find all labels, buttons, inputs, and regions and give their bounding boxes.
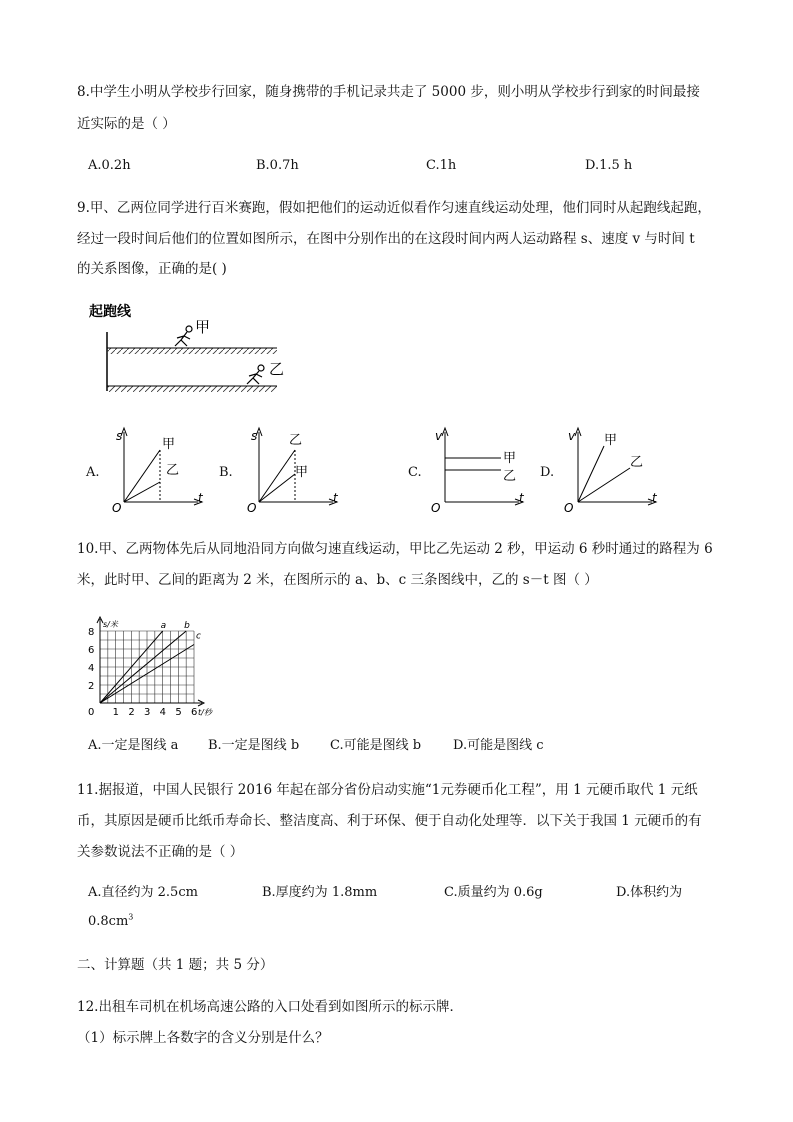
runner-yi-icon xyxy=(247,365,264,384)
x-tick-label: 6 xyxy=(191,707,198,718)
q12-line1: 12.出租车司机在机场高速公路的入口处看到如图所示的标示牌． xyxy=(77,999,463,1015)
q8-option-b: B.0.7h xyxy=(256,158,299,173)
series-label-c: c xyxy=(196,631,201,642)
svg-text:乙: 乙 xyxy=(289,433,303,448)
q10-option-c: C.可能是图线 b xyxy=(330,738,422,753)
y-tick-label: 6 xyxy=(88,645,95,656)
svg-text:甲: 甲 xyxy=(162,437,176,452)
x-tick-label: 1 xyxy=(112,707,120,718)
line-yi xyxy=(124,482,160,502)
q11-line1: 11.据报道，中国人民银行 2016 年起在部分省份启动实施“1元券硬币化工程”，用 1 元硬币取代 1 元纸 xyxy=(77,782,698,798)
q10-option-d: D.可能是图线 c xyxy=(453,738,544,753)
q9-graph-b xyxy=(245,424,345,516)
q10-option-b: B.一定是图线 b xyxy=(208,738,300,753)
q8-line1: 8.中学生小明从学校步行回家，随身携带的手机记录共走了 5000 步，则小明从学校步行到家的时间最接 xyxy=(77,84,700,100)
y-axis-label: s/米 xyxy=(103,620,118,629)
q9-graph-a xyxy=(110,424,210,516)
y-tick-label: 8 xyxy=(88,627,95,638)
q9-graph-d xyxy=(560,424,660,516)
runner-jia-icon xyxy=(175,326,192,346)
series-label-a: a xyxy=(160,621,167,631)
origin-label: 0 xyxy=(88,707,95,718)
x-axis-label: t/秒 xyxy=(198,708,212,717)
y-tick-label: 2 xyxy=(88,681,95,692)
q8-line2: 近实际的是（ ） xyxy=(77,116,176,132)
svg-text:甲: 甲 xyxy=(503,451,517,466)
q11-option-d: D.体积约为 xyxy=(616,885,683,900)
svg-text:t: t xyxy=(333,491,338,505)
svg-text:O: O xyxy=(564,501,574,515)
q9-option-b: B. xyxy=(219,465,233,480)
q9-option-c: C. xyxy=(408,465,422,480)
svg-text:v: v xyxy=(568,429,576,443)
line-jia xyxy=(124,450,160,502)
svg-text:甲: 甲 xyxy=(295,465,309,480)
q8-option-d: D.1.5 h xyxy=(585,158,633,173)
q9-option-a: A. xyxy=(86,465,100,480)
q10-line2: 米，此时甲、乙间的距离为 2 米，在图所示的 a、b、c 三条图线中，乙的 s－t 图（ ） xyxy=(77,572,598,588)
q8-option-a: A.0.2h xyxy=(88,158,131,173)
svg-text:v: v xyxy=(435,429,443,443)
q9-line2: 经过一段时间后他们的位置如图所示，在图中分别作出的在这段时间内两人运动路程 s、速度 v 与时间 t xyxy=(77,231,695,247)
svg-text:t: t xyxy=(519,491,524,505)
x-tick-label: 5 xyxy=(175,707,182,718)
svg-text:O: O xyxy=(247,501,257,515)
q9-line3: 的关系图像，正确的是( ) xyxy=(77,261,227,277)
s-t-chart xyxy=(80,597,230,719)
q11-option-a: A.直径约为 2.5cm xyxy=(88,885,198,900)
q8-option-c: C.1h xyxy=(426,158,457,173)
runner-jia-label: 甲 xyxy=(195,318,211,336)
q11-option-c: C.质量约为 0.6g xyxy=(444,885,543,900)
svg-text:乙: 乙 xyxy=(166,463,180,478)
x-tick-label: 3 xyxy=(144,707,151,718)
runner-yi-label: 乙 xyxy=(269,360,285,378)
svg-text:乙: 乙 xyxy=(503,469,517,484)
q12-line2: （1）标示牌上各数字的含义分别是什么？ xyxy=(77,1030,329,1046)
q11-option-d-continued: $0.8cm^3$ xyxy=(88,912,134,929)
line-yi xyxy=(259,450,295,502)
lane-divider-bottom xyxy=(107,386,277,392)
svg-text:s: s xyxy=(116,429,123,443)
q11-line3: 关参数说法不正确的是（ ） xyxy=(77,844,244,860)
line-jia xyxy=(259,474,295,502)
race-track-figure xyxy=(85,296,285,400)
svg-text:t: t xyxy=(198,491,203,505)
q9-graph-c xyxy=(427,424,537,516)
series-label-b: b xyxy=(184,621,190,631)
svg-text:O: O xyxy=(431,501,441,515)
q11-line2: 币，其原因是硬币比纸币寿命长、整洁度高、利于环保、便于自动化处理等．以下关于我国 1 元硬币的有 xyxy=(77,813,702,829)
y-tick-label: 4 xyxy=(88,663,95,674)
svg-text:s: s xyxy=(251,429,258,443)
q11-option-b: B.厚度约为 1.8mm xyxy=(262,885,378,900)
section2-heading: 二、计算题（共 1 题；共 5 分） xyxy=(77,957,274,973)
x-tick-label: 4 xyxy=(159,707,167,718)
lane-divider-top xyxy=(107,348,277,354)
q11-option-d-superscript: 3 xyxy=(128,912,134,922)
q10-line1: 10.甲、乙两物体先后从同地沿同方向做匀速直线运动，甲比乙先运动 2 秒，甲运动 6 秒时通过的路程为 6 xyxy=(77,541,713,557)
svg-text:t: t xyxy=(652,491,657,505)
svg-text:乙: 乙 xyxy=(630,455,644,470)
start-line-label: 起跑线 xyxy=(89,304,131,320)
q9-line1: 9.甲、乙两位同学进行百米赛跑，假如把他们的运动近似看作匀速直线运动处理，他们同时从起跑线起跑， xyxy=(77,200,711,216)
q10-option-a: A.一定是图线 a xyxy=(88,738,179,753)
svg-text:甲: 甲 xyxy=(604,433,618,448)
x-tick-label: 2 xyxy=(128,707,135,718)
q9-option-d: D. xyxy=(540,465,555,480)
svg-text:O: O xyxy=(112,501,122,515)
